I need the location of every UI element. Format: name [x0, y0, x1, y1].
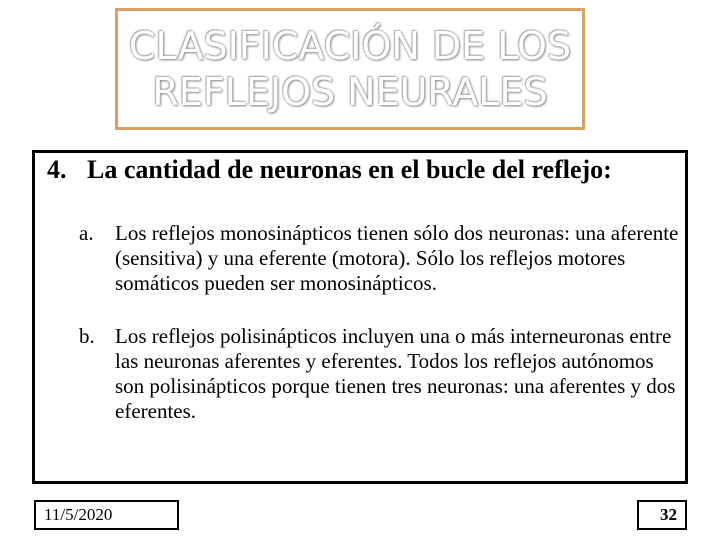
list-item-text: Los reflejos polisinápticos incluyen una o más interneuronas entre las neuronas aferentes y eferentes. Todos los reflejos autónomos son polisinápticos porque tienen tres neuronas: una aferentes y dos eferentes.	[115, 324, 676, 423]
slide-title-box	[115, 8, 585, 130]
slide-title-line-2: REFLEJOS NEURALES	[152, 70, 548, 114]
list-item-text: Los reflejos monosinápticos tienen sólo dos neuronas: una aferente (sensitiva) y una eferente (motora). Sólo los reflejos motores somáticos pueden ser monosinápticos.	[115, 221, 679, 295]
list-item-marker: b.	[79, 324, 95, 348]
footer-date: 11/5/2020	[34, 500, 179, 530]
heading-text: La cantidad de neuronas en el bucle del reflejo:	[87, 155, 612, 184]
list-item-marker: a.	[79, 221, 94, 245]
footer-page-number: 32	[637, 500, 687, 530]
slide-title-line-1: CLASIFICACIÓN DE LOS	[128, 24, 572, 68]
content-box	[32, 150, 688, 484]
heading-number: 4.	[47, 155, 67, 184]
